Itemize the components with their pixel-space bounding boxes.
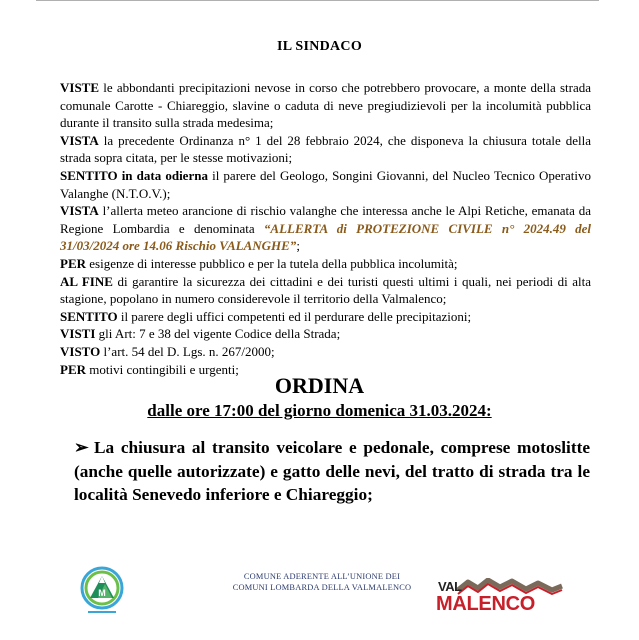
premise-lead: SENTITO (60, 308, 118, 324)
premise-text: esigenze di interesse pubblico e per la tutela della pubblica incolumità; (86, 255, 458, 271)
brand-val-text: VAL (438, 579, 462, 594)
premise-lead: VISTO (60, 343, 101, 359)
order-item (74, 436, 590, 507)
brand-malenco-text: MALENCO (436, 593, 536, 615)
premise-4 (60, 202, 591, 255)
order-text: La chiusura al transito veicolare e pedonale, comprese motoslitte (anche quelle autorizzate) e gatto delle nevi, del tratto di strada tra le località Senevedo inferiore e Chiareggio; (74, 438, 590, 504)
comune-line-1: COMUNE ADERENTE ALL’UNIONE DEI (243, 572, 401, 581)
premise-9 (60, 343, 591, 361)
premise-lead: AL FINE (60, 273, 113, 289)
premise-5 (60, 255, 591, 273)
top-divider (36, 0, 599, 1)
premise-lead: VISTE (60, 80, 100, 95)
premises-block (60, 79, 591, 378)
premise-lead: SENTITO in data odierna (60, 167, 208, 183)
ordina-heading: ORDINA (274, 373, 365, 398)
comune-line-2: COMUNI LOMBARDA DELLA VALMALENCO (232, 583, 412, 592)
premise-text: gli Art: 7 e 38 del vigente Codice della Strada; (95, 326, 341, 342)
premise-text: il parere degli uffici competenti ed il perdurare delle precipitazioni; (117, 308, 472, 324)
premise-lead: VISTI (60, 326, 96, 342)
premise-text: la precedente Ordinanza n° 1 del 28 febbraio 2024, che disponeva la chiusura totale della strada sopra citata, per le stesse motivazioni; (60, 132, 591, 166)
premise-6 (60, 273, 591, 308)
ordina-date: dalle ore 17:00 del giorno domenica 31.03.2024: (147, 401, 492, 420)
document-title: IL SINDACO (276, 39, 363, 54)
premise-text: le abbondanti precipitazioni nevose in corso che potrebbero provocare, a monte della strada comunale Carotte - Chiareggio, slavine o caduta di neve pregiudizievoli per la incolumità pubblica durante il transito sulla strada medesima; (60, 80, 591, 131)
comune-caption (224, 571, 420, 593)
unione-comuni-logo (78, 566, 126, 616)
premise-tail: ; (296, 238, 300, 254)
premise-8 (60, 325, 591, 343)
premise-lead: PER (60, 361, 86, 377)
premise-lead: VISTA (60, 132, 99, 148)
premise-lead: PER (60, 255, 86, 271)
premise-text: l’allerta meteo arancione di rischio valanghe che interessa anche le Alpi Retiche, emanata da Regione Lombardia e denominata (60, 203, 591, 236)
premise-lead: VISTA (60, 203, 99, 219)
alert-reference: “ALLERTA di PROTEZIONE CIVILE n° 2024.49 del 31/03/2024 ore 14.06 Rischio VALANGHE” (60, 220, 592, 254)
premise-3 (60, 167, 591, 202)
premise-text: motivi contingibili e urgenti; (86, 361, 239, 377)
premise-7 (60, 308, 591, 326)
premise-text: l’art. 54 del D. Lgs. n. 267/2000; (100, 343, 275, 359)
premise-1 (60, 79, 591, 132)
arrow-bullet-icon: ➢ (74, 438, 89, 457)
premise-text: il parere del Geologo, Songini Giovanni, del Nucleo Tecnico Operativo Valanghe (N.T.O.V.); (60, 167, 591, 201)
premise-text: di garantire la sicurezza dei cittadini e dei turisti questi ultimi i quali, nei periodi di alta stagione, popolano in numero considerevole il territorio della Valmalenco; (60, 273, 591, 307)
svg-text:M: M (98, 588, 106, 598)
premise-2 (60, 132, 591, 167)
